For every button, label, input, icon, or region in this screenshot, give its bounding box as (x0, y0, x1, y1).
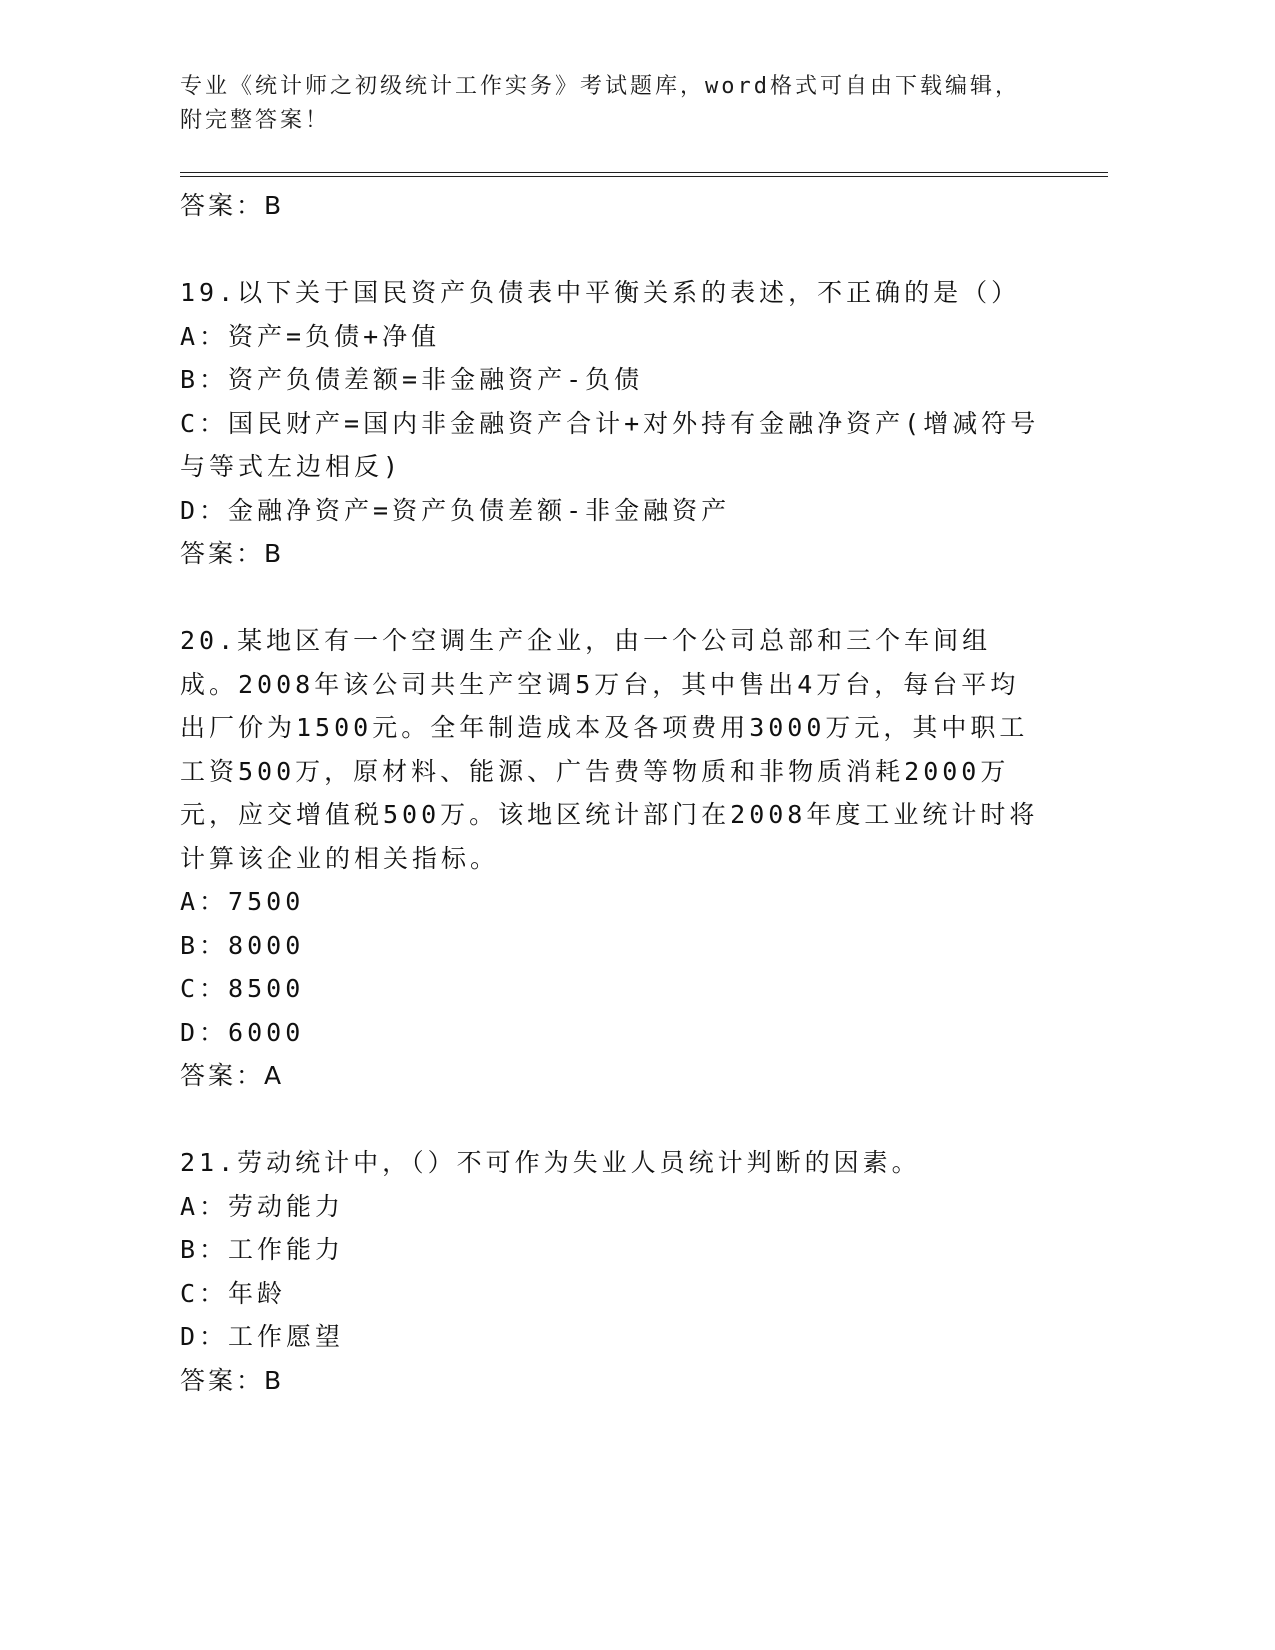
option-a: A：劳动能力 (180, 1191, 345, 1221)
question-stem: 20.某地区有一个空调生产企业，由一个公司总部和三个车间组成。2008年该公司共生产空调5万台，其中售出4万台，每台平均出厂价为1500元。全年制造成本及各项费用3000万元，其中职工工资500万，原材料、能源、广告费等物质和非物质消耗2000万元，应交增值税500万。该地区统计部门在2008年度工业统计时将计算该企业的相关指标。 (180, 626, 1039, 873)
option-d: D：金融净资产=资产负债差额-非金融资产 (180, 495, 731, 525)
spacer (180, 576, 1040, 620)
option-a: A：资产=负债+净值 (180, 321, 441, 351)
option-a: A：7500 (180, 887, 305, 916)
spacer (180, 228, 1040, 272)
option-c: C：8500 (180, 974, 305, 1003)
option-d: D：6000 (180, 1017, 305, 1047)
question-stem: 21.劳动统计中，（）不可作为失业人员统计判断的因素。 (180, 1148, 921, 1177)
question-block-19 (180, 271, 1040, 576)
option-d: D：工作愿望 (180, 1322, 345, 1351)
answer-label: 答案：B (180, 1365, 285, 1395)
option-b: B：工作能力 (180, 1235, 345, 1264)
header-divider (180, 172, 1108, 177)
answer-label: 答案：A (180, 1061, 285, 1090)
answer-label: 答案：B (180, 539, 285, 568)
option-c: C：年龄 (180, 1278, 287, 1308)
question-block-21 (180, 1141, 1040, 1402)
spacer (180, 1098, 1040, 1142)
option-b: B：8000 (180, 930, 305, 960)
page-header: 专业《统计师之初级统计工作实务》考试题库，word格式可自由下载编辑，附完整答案！ (180, 74, 1020, 133)
question-list (180, 184, 1040, 1402)
option-b: B：资产负债差额=非金融资产-负债 (180, 365, 644, 394)
option-c: C：国民财产=国内非金融资产合计+对外持有金融净资产(增减符号与等式左边相反) (180, 408, 1040, 481)
question-stem: 19.以下关于国民资产负债表中平衡关系的表述，不正确的是（） (180, 278, 1021, 307)
previous-answer: 答案：B (180, 191, 285, 220)
question-block-20 (180, 619, 1040, 1098)
